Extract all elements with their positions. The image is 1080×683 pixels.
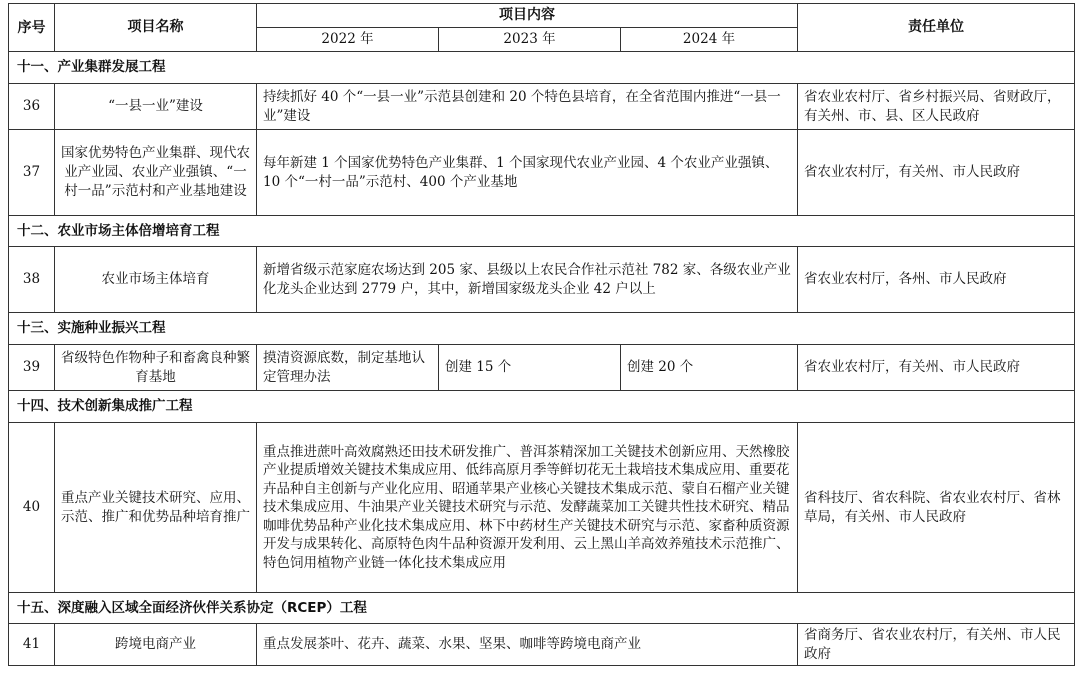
row-number: 40: [9, 423, 55, 593]
row-responsible: 省科技厅、省农科院、省农业农村厅、省林草局，有关州、市人民政府: [798, 423, 1075, 593]
table-row: [9, 130, 1075, 216]
row-content: 新增省级示范家庭农场达到 205 家、县级以上农民合作社示范社 782 家、各级农业产业化龙头企业达到 2779 户，其中，新增国家级龙头企业 42 户以上: [257, 247, 798, 313]
row-responsible: 省农业农村厅，有关州、市人民政府: [798, 345, 1075, 391]
table-row: [9, 423, 1075, 593]
row-project-name: “一县一业”建设: [55, 84, 257, 130]
header-project-content: 项目内容: [257, 4, 798, 28]
section-title: 十三、实施种业振兴工程: [9, 313, 1075, 345]
section-row: [9, 52, 1075, 84]
row-number: 37: [9, 130, 55, 216]
table-row: [9, 624, 1075, 666]
header-project-name: 项目名称: [55, 4, 257, 52]
row-responsible: 省农业农村厅，各州、市人民政府: [798, 247, 1075, 313]
header-year-2022: 2022 年: [257, 28, 439, 52]
row-content-2024: 创建 20 个: [621, 345, 798, 391]
header-responsible: 责任单位: [798, 4, 1075, 52]
row-project-name: 国家优势特色产业集群、现代农业产业园、农业产业强镇、“一村一品”示范村和产业基地建设: [55, 130, 257, 216]
row-number: 36: [9, 84, 55, 130]
row-number: 39: [9, 345, 55, 391]
section-title: 十二、农业市场主体倍增培育工程: [9, 216, 1075, 247]
header-seq: 序号: [9, 4, 55, 52]
table-row: [9, 84, 1075, 130]
row-responsible: 省农业农村厅、省乡村振兴局、省财政厅，有关州、市、县、区人民政府: [798, 84, 1075, 130]
table-row: [9, 345, 1075, 391]
row-project-name: 省级特色作物种子和畜禽良种繁育基地: [55, 345, 257, 391]
row-content: 持续抓好 40 个“一县一业”示范县创建和 20 个特色县培育，在全省范围内推进“一县一业”建设: [257, 84, 798, 130]
header-year-2023: 2023 年: [439, 28, 621, 52]
row-responsible: 省农业农村厅，有关州、市人民政府: [798, 130, 1075, 216]
row-project-name: 重点产业关键技术研究、应用、示范、推广和优势品种培育推广: [55, 423, 257, 593]
section-title: 十四、技术创新集成推广工程: [9, 391, 1075, 423]
row-content: 每年新建 1 个国家优势特色产业集群、1 个国家现代农业产业园、4 个农业产业强镇、10 个“一村一品”示范村、400 个产业基地: [257, 130, 798, 216]
row-content-2023: 创建 15 个: [439, 345, 621, 391]
table-row: [9, 247, 1075, 313]
row-responsible: 省商务厅、省农业农村厅，有关州、市人民政府: [798, 624, 1075, 666]
project-table: [8, 3, 1075, 666]
row-content: 重点推进蔗叶高效腐熟还田技术研发推广、普洱茶精深加工关键技术创新应用、天然橡胶产业提质增效关键技术集成应用、低纬高原月季等鲜切花无土栽培技术集成应用、重要花卉品种自主创新与产业化应用、昭通苹果产业核心关键技术集成示范、蒙自石榴产业关键技术集成应用、牛油果产业关键技术研究与示范、发酵蔬菜加工关键共性技术研究、精品咖啡优势品种产业化技术集成应用、林下中药材生产关键技术研究与示范、家畜种质资源开发与成果转化、高原特色肉牛品种资源开发利用、云上黑山羊高效养殖技术示范推广、特色饲用植物产业链一体化技术集成应用: [257, 423, 798, 593]
row-content-2022: 摸清资源底数，制定基地认定管理办法: [257, 345, 439, 391]
header-year-2024: 2024 年: [621, 28, 798, 52]
row-content: 重点发展茶叶、花卉、蔬菜、水果、坚果、咖啡等跨境电商产业: [257, 624, 798, 666]
header-row-1: [9, 4, 1075, 28]
section-title: 十一、产业集群发展工程: [9, 52, 1075, 84]
section-row: [9, 593, 1075, 624]
row-number: 41: [9, 624, 55, 666]
row-project-name: 跨境电商产业: [55, 624, 257, 666]
row-number: 38: [9, 247, 55, 313]
section-title: 十五、深度融入区域全面经济伙伴关系协定（RCEP）工程: [9, 593, 1075, 624]
section-row: [9, 313, 1075, 345]
row-project-name: 农业市场主体培育: [55, 247, 257, 313]
section-row: [9, 216, 1075, 247]
section-row: [9, 391, 1075, 423]
